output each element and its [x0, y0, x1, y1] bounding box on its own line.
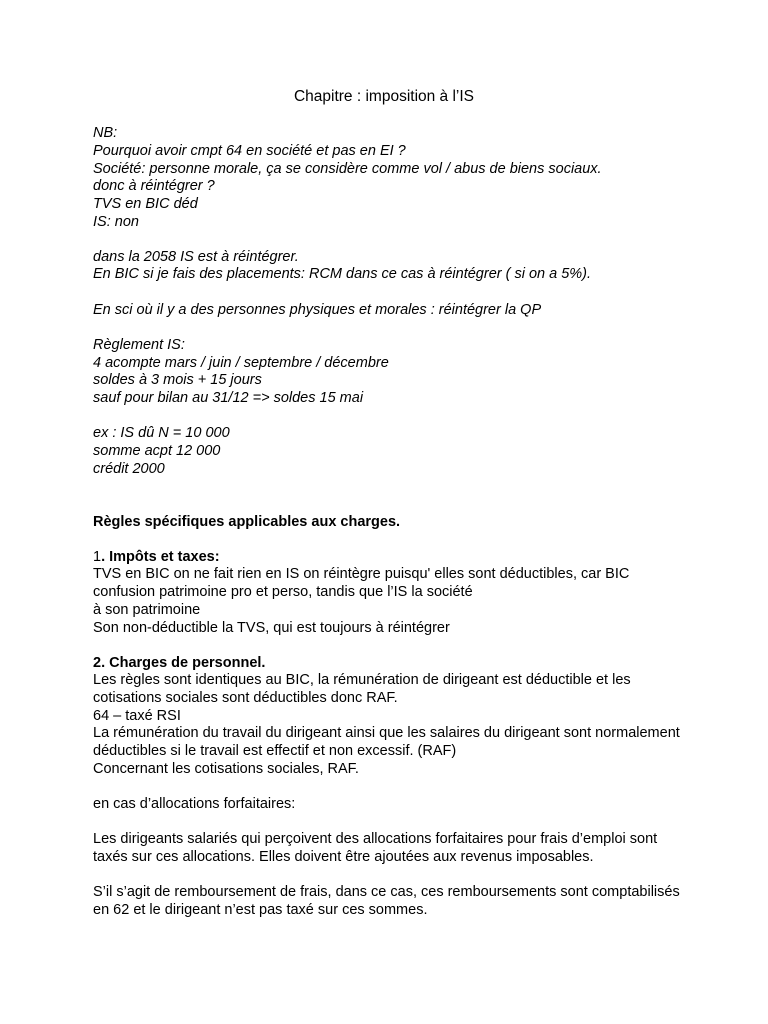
- section1-line: Son non-déductible la TVS, qui est toujours à réintégrer: [93, 620, 450, 636]
- example-line: crédit 2000: [93, 461, 165, 477]
- nb-line: donc à réintégrer ?: [93, 178, 215, 194]
- reglement-line: soldes à 3 mois + 15 jours: [93, 372, 262, 388]
- nb-line: IS: non: [93, 214, 139, 230]
- section1-line: à son patrimoine: [93, 602, 201, 618]
- allocations-line: S’il s’agit de remboursement de frais, dans ce cas, ces remboursements sont comptabilisés: [93, 884, 680, 900]
- allocations-line: en 62 et le dirigeant n’est pas taxé sur ces sommes.: [93, 902, 428, 918]
- reglement-line: 4 acompte mars / juin / septembre / décembre: [93, 355, 389, 371]
- section2-heading: 2. Charges de personnel.: [93, 655, 266, 671]
- reglement-heading: Règlement IS:: [93, 337, 185, 353]
- nb-line: Pourquoi avoir cmpt 64 en société et pas en EI ?: [93, 143, 406, 159]
- allocations-line: taxés sur ces allocations. Elles doivent être ajoutées aux revenus imposables.: [93, 849, 594, 865]
- note-line: En sci où il y a des personnes physiques et morales : réintégrer la QP: [93, 302, 542, 318]
- section2-line: cotisations sociales sont déductibles donc RAF.: [93, 690, 398, 706]
- page-title: Chapitre : imposition à l’IS: [293, 88, 475, 105]
- section2-line: Les règles sont identiques au BIC, la rémunération de dirigeant est déductible et les: [93, 672, 631, 688]
- rules-heading: Règles spécifiques applicables aux charges.: [93, 514, 401, 530]
- nb-line: Société: personne morale, ça se considère comme vol / abus de biens sociaux.: [93, 161, 602, 177]
- section1-line: TVS en BIC on ne fait rien en IS on réintègre puisqu' elles sont déductibles, car BIC: [93, 566, 630, 582]
- example-line: somme acpt 12 000: [93, 443, 221, 459]
- allocations-line: Les dirigeants salariés qui perçoivent des allocations forfaitaires pour frais d’emploi sont: [93, 831, 658, 847]
- allocations-intro: en cas d’allocations forfaitaires:: [93, 796, 296, 812]
- note-line: dans la 2058 IS est à réintégrer.: [93, 249, 299, 265]
- reglement-line: sauf pour bilan au 31/12 => soldes 15 mai: [93, 390, 364, 406]
- section2-line: Concernant les cotisations sociales, RAF.: [93, 761, 359, 777]
- section1-heading: [93, 549, 220, 566]
- note-line: En BIC si je fais des placements: RCM dans ce cas à réintégrer ( si on a 5%).: [93, 266, 592, 282]
- nb-label: NB:: [93, 125, 118, 141]
- section2-line: déductibles si le travail est effectif et non excessif. (RAF): [93, 743, 457, 759]
- section1-number: 1: [93, 549, 102, 565]
- example-line: ex : IS dû N = 10 000: [93, 425, 230, 441]
- section1-title: . Impôts et taxes:: [101, 549, 220, 565]
- section2-line: 64 – taxé RSI: [93, 708, 181, 724]
- section1-line: confusion patrimoine pro et perso, tandis que l’IS la société: [93, 584, 473, 600]
- section2-line: La rémunération du travail du dirigeant ainsi que les salaires du dirigeant sont normalement: [93, 725, 680, 741]
- nb-line: TVS en BIC déd: [93, 196, 198, 212]
